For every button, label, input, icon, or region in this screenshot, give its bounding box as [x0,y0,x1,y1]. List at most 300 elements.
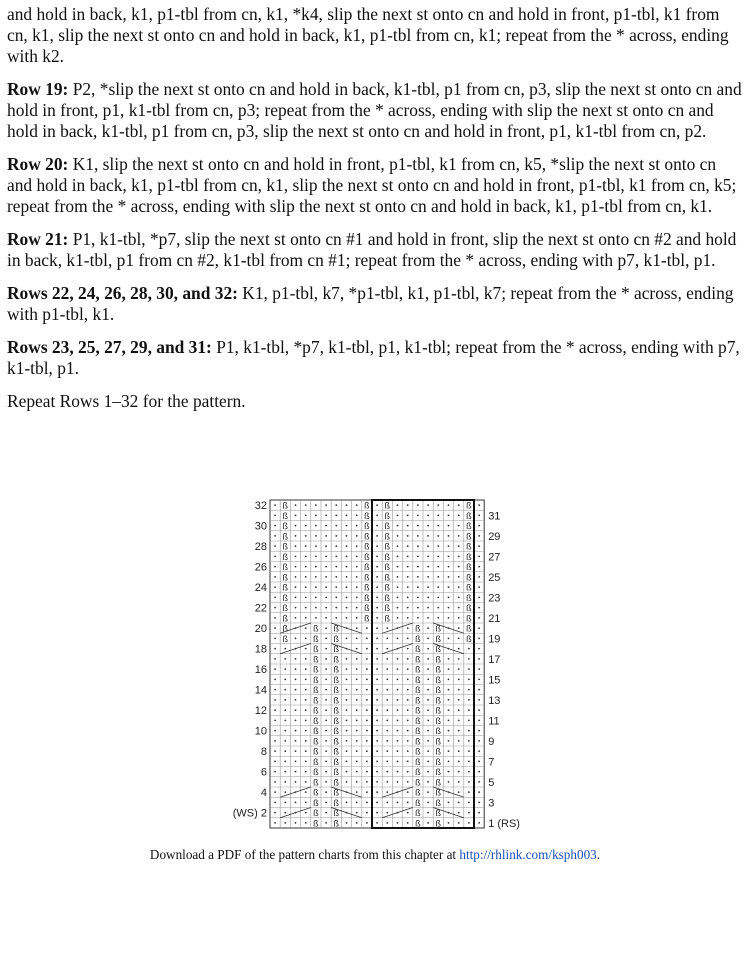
stitch-purl-dot [274,781,276,783]
stitch-purl-dot [305,801,307,803]
stitch-twisted-symbol: ß [384,521,391,532]
row-label-left: 16 [254,664,267,677]
stitch-purl-dot [366,699,368,701]
stitch-purl-dot [407,514,409,516]
stitch-twisted-symbol: ß [364,613,370,624]
paragraph-row18-continued [7,4,743,67]
stitch-purl-dot [397,658,399,660]
stitch-purl-dot [305,596,307,598]
stitch-twisted-symbol: ß [466,572,472,583]
stitch-purl-dot [315,617,317,619]
stitch-twisted-symbol: ß [415,736,421,747]
stitch-purl-dot [437,545,439,547]
stitch-purl-dot [427,658,429,660]
stitch-twisted-symbol: ß [435,654,442,665]
stitch-purl-dot [458,617,460,619]
stitch-purl-dot [386,801,388,803]
stitch-purl-dot [366,719,368,721]
stitch-purl-dot [468,822,470,824]
stitch-purl-dot [397,607,399,609]
stitch-purl-dot [427,504,429,506]
stitch-purl-dot [274,555,276,557]
stitch-twisted-symbol: ß [313,654,319,665]
stitch-purl-dot [284,730,286,732]
stitch-purl-dot [386,822,388,824]
stitch-purl-dot [376,709,378,711]
stitch-purl-dot [407,699,409,701]
stitch-purl-dot [346,709,348,711]
stitch-purl-dot [335,535,337,537]
stitch-purl-dot [284,678,286,680]
stitch-purl-dot [468,699,470,701]
stitch-twisted-symbol: ß [333,777,340,788]
stitch-purl-dot [274,801,276,803]
paragraph-lead: Rows 23, 25, 27, 29, and 31: [7,337,212,357]
stitch-purl-dot [325,760,327,762]
stitch-purl-dot [315,596,317,598]
stitch-purl-dot [397,596,399,598]
stitch-twisted-symbol: ß [313,767,319,778]
stitch-purl-dot [376,812,378,814]
stitch-twisted-symbol: ß [313,705,319,716]
stitch-purl-dot [376,668,378,670]
stitch-purl-dot [397,504,399,506]
stitch-purl-dot [397,525,399,527]
stitch-purl-dot [295,555,297,557]
stitch-twisted-symbol: ß [313,818,319,829]
stitch-purl-dot [468,668,470,670]
stitch-purl-dot [356,576,358,578]
row-label-left: 28 [254,541,267,554]
stitch-purl-dot [346,566,348,568]
stitch-purl-dot [356,699,358,701]
stitch-purl-dot [356,730,358,732]
stitch-purl-dot [325,627,327,629]
stitch-purl-dot [478,750,480,752]
stitch-purl-dot [274,525,276,527]
stitch-purl-dot [407,576,409,578]
stitch-purl-dot [295,607,297,609]
stitch-purl-dot [305,504,307,506]
stitch-purl-dot [397,535,399,537]
stitch-purl-dot [397,709,399,711]
stitch-purl-dot [335,586,337,588]
stitch-purl-dot [458,607,460,609]
stitch-purl-dot [335,576,337,578]
stitch-purl-dot [284,709,286,711]
stitch-purl-dot [274,730,276,732]
stitch-purl-dot [407,668,409,670]
stitch-purl-dot [356,607,358,609]
stitch-purl-dot [376,648,378,650]
stitch-twisted-symbol: ß [364,592,370,603]
stitch-purl-dot [468,678,470,680]
stitch-purl-dot [305,617,307,619]
row-label-right: 5 [488,776,495,789]
stitch-purl-dot [366,801,368,803]
stitch-purl-dot [346,719,348,721]
stitch-purl-dot [427,617,429,619]
stitch-purl-dot [376,637,378,639]
stitch-purl-dot [325,750,327,752]
stitch-twisted-symbol: ß [435,695,442,706]
stitch-purl-dot [305,576,307,578]
stitch-purl-dot [335,617,337,619]
row-label-right: 21 [488,612,501,625]
stitch-purl-dot [448,699,450,701]
stitch-purl-dot [366,791,368,793]
stitch-purl-dot [356,812,358,814]
row-label-right: 23 [488,592,501,605]
knitting-chart-svg [226,496,526,834]
stitch-twisted-symbol: ß [333,736,340,747]
stitch-purl-dot [295,771,297,773]
stitch-purl-dot [478,699,480,701]
stitch-purl-dot [335,555,337,557]
stitch-purl-dot [397,801,399,803]
paragraph-text: K1, p1-tbl, k7, *p1-tbl, k1, p1-tbl, k7; repeat from the * across, ending with p1-tbl, k1. [7,283,734,324]
stitch-purl-dot [427,812,429,814]
stitch-purl-dot [284,719,286,721]
stitch-purl-dot [346,822,348,824]
stitch-purl-dot [376,771,378,773]
stitch-purl-dot [356,545,358,547]
stitch-twisted-symbol: ß [435,777,442,788]
stitch-twisted-symbol: ß [282,562,289,573]
stitch-twisted-symbol: ß [466,541,472,552]
stitch-twisted-symbol: ß [282,623,289,634]
stitch-purl-dot [346,596,348,598]
stitch-twisted-symbol: ß [435,797,442,808]
stitch-twisted-symbol: ß [333,797,340,808]
paragraph-repeat-note [7,391,743,412]
stitch-twisted-symbol: ß [384,572,391,583]
stitch-purl-dot [325,648,327,650]
stitch-purl-dot [274,678,276,680]
stitch-purl-dot [478,812,480,814]
stitch-purl-dot [284,689,286,691]
stitch-purl-dot [417,545,419,547]
stitch-purl-dot [366,750,368,752]
stitch-purl-dot [427,555,429,557]
row-label-right: 31 [488,510,501,523]
paragraph-text: K1, slip the next st onto cn and hold in front, p1-tbl, k1 from cn, k5, *slip the next st onto cn and hold in back, k1, p1-tbl from cn, k1, slip the next st onto cn and hold in front, p1-tbl, k1 from cn, k5; repeat from the * across, ending with slip the next st onto cn and hold in back, k1, p1-tbl from cn, k1. [7,154,737,216]
stitch-twisted-symbol: ß [466,623,472,634]
paragraph-row19 [7,79,743,142]
stitch-purl-dot [274,617,276,619]
stitch-twisted-symbol: ß [282,510,289,521]
stitch-purl-dot [448,781,450,783]
stitch-purl-dot [325,812,327,814]
stitch-purl-dot [356,709,358,711]
stitch-purl-dot [335,607,337,609]
stitch-purl-dot [468,791,470,793]
stitch-purl-dot [346,668,348,670]
stitch-purl-dot [274,771,276,773]
stitch-purl-dot [284,658,286,660]
stitch-purl-dot [468,658,470,660]
stitch-purl-dot [397,576,399,578]
stitch-purl-dot [458,586,460,588]
stitch-purl-dot [417,514,419,516]
stitch-purl-dot [366,658,368,660]
stitch-purl-dot [448,730,450,732]
stitch-purl-dot [427,596,429,598]
stitch-purl-dot [274,596,276,598]
stitch-purl-dot [305,781,307,783]
stitch-purl-dot [376,545,378,547]
stitch-purl-dot [325,545,327,547]
stitch-purl-dot [407,586,409,588]
stitch-twisted-symbol: ß [435,674,442,685]
stitch-twisted-symbol: ß [435,818,442,829]
stitch-purl-dot [407,607,409,609]
stitch-purl-dot [295,658,297,660]
stitch-purl-dot [448,689,450,691]
stitch-purl-dot [427,648,429,650]
row-label-left: 22 [254,602,267,615]
stitch-twisted-symbol: ß [415,695,421,706]
stitch-purl-dot [376,822,378,824]
stitch-purl-dot [346,586,348,588]
stitch-twisted-symbol: ß [435,644,442,655]
paragraph-text: and hold in back, k1, p1-tbl from cn, k1, *k4, slip the next st onto cn and hold in front, p1-tbl, k1 from cn, k1, slip the next st onto cn and hold in back, k1, p1-tbl from cn, k1; repeat from the * across, ending with k2. [7,4,729,66]
stitch-purl-dot [356,586,358,588]
stitch-purl-dot [427,525,429,527]
stitch-purl-dot [417,576,419,578]
stitch-twisted-symbol: ß [415,726,421,737]
stitch-twisted-symbol: ß [415,705,421,716]
stitch-purl-dot [407,791,409,793]
stitch-purl-dot [274,514,276,516]
stitch-purl-dot [458,709,460,711]
stitch-purl-dot [366,709,368,711]
stitch-twisted-symbol: ß [313,797,319,808]
stitch-purl-dot [458,678,460,680]
stitch-twisted-symbol: ß [466,521,472,532]
stitch-purl-dot [386,678,388,680]
stitch-purl-dot [376,781,378,783]
stitch-twisted-symbol: ß [333,695,340,706]
stitch-purl-dot [325,740,327,742]
stitch-twisted-symbol: ß [333,767,340,778]
stitch-purl-dot [386,668,388,670]
stitch-purl-dot [274,658,276,660]
stitch-purl-dot [458,555,460,557]
stitch-purl-dot [468,689,470,691]
stitch-purl-dot [478,658,480,660]
stitch-purl-dot [448,576,450,578]
row-label-right: 13 [488,694,501,707]
stitch-purl-dot [295,668,297,670]
stitch-purl-dot [458,822,460,824]
stitch-twisted-symbol: ß [435,808,442,819]
stitch-purl-dot [448,555,450,557]
stitch-purl-dot [448,545,450,547]
stitch-twisted-symbol: ß [466,603,472,614]
stitch-purl-dot [325,566,327,568]
stitch-twisted-symbol: ß [364,541,370,552]
stitch-purl-dot [376,627,378,629]
stitch-purl-dot [376,504,378,506]
stitch-purl-dot [274,740,276,742]
stitch-twisted-symbol: ß [415,808,421,819]
stitch-purl-dot [356,689,358,691]
stitch-purl-dot [397,771,399,773]
stitch-purl-dot [366,648,368,650]
stitch-purl-dot [407,719,409,721]
stitch-purl-dot [284,791,286,793]
stitch-purl-dot [478,586,480,588]
stitch-purl-dot [386,689,388,691]
stitch-purl-dot [386,719,388,721]
row-label-right: 25 [488,571,501,584]
stitch-purl-dot [284,822,286,824]
stitch-purl-dot [346,678,348,680]
stitch-twisted-symbol: ß [415,674,421,685]
stitch-purl-dot [325,699,327,701]
stitch-purl-dot [325,576,327,578]
stitch-purl-dot [305,771,307,773]
stitch-purl-dot [427,801,429,803]
stitch-purl-dot [407,535,409,537]
stitch-twisted-symbol: ß [333,818,340,829]
stitch-purl-dot [284,668,286,670]
stitch-purl-dot [325,689,327,691]
stitch-purl-dot [284,771,286,773]
stitch-purl-dot [284,750,286,752]
stitch-purl-dot [448,668,450,670]
pattern-pdf-link[interactable]: http://rhlink.com/ksph003 [459,847,597,862]
stitch-purl-dot [284,760,286,762]
stitch-purl-dot [427,586,429,588]
stitch-twisted-symbol: ß [435,787,442,798]
stitch-purl-dot [325,822,327,824]
stitch-twisted-symbol: ß [415,818,421,829]
stitch-purl-dot [376,535,378,537]
stitch-purl-dot [478,678,480,680]
stitch-twisted-symbol: ß [466,613,472,624]
stitch-purl-dot [468,648,470,650]
stitch-twisted-symbol: ß [415,715,421,726]
stitch-purl-dot [448,771,450,773]
stitch-purl-dot [366,781,368,783]
stitch-purl-dot [458,668,460,670]
stitch-purl-dot [407,781,409,783]
stitch-purl-dot [335,596,337,598]
stitch-twisted-symbol: ß [415,623,421,634]
stitch-purl-dot [366,627,368,629]
stitch-purl-dot [468,719,470,721]
stitch-purl-dot [468,730,470,732]
stitch-twisted-symbol: ß [435,705,442,716]
stitch-purl-dot [295,750,297,752]
stitch-twisted-symbol: ß [466,592,472,603]
stitch-purl-dot [427,545,429,547]
stitch-purl-dot [478,607,480,609]
stitch-purl-dot [305,535,307,537]
stitch-purl-dot [478,719,480,721]
stitch-purl-dot [295,586,297,588]
stitch-purl-dot [437,596,439,598]
stitch-purl-dot [478,801,480,803]
stitch-purl-dot [397,822,399,824]
stitch-twisted-symbol: ß [333,705,340,716]
stitch-twisted-symbol: ß [333,623,340,634]
stitch-purl-dot [448,709,450,711]
stitch-purl-dot [478,576,480,578]
stitch-purl-dot [305,525,307,527]
stitch-purl-dot [407,740,409,742]
stitch-purl-dot [376,576,378,578]
stitch-purl-dot [356,504,358,506]
stitch-purl-dot [346,535,348,537]
stitch-purl-dot [468,771,470,773]
stitch-purl-dot [325,730,327,732]
stitch-purl-dot [376,678,378,680]
stitch-twisted-symbol: ß [384,613,391,624]
stitch-purl-dot [376,750,378,752]
stitch-purl-dot [356,627,358,629]
stitch-purl-dot [458,812,460,814]
stitch-purl-dot [295,699,297,701]
stitch-purl-dot [376,566,378,568]
stitch-purl-dot [397,514,399,516]
stitch-purl-dot [356,555,358,557]
row-label-left: 18 [254,643,267,656]
stitch-purl-dot [407,637,409,639]
stitch-purl-dot [397,781,399,783]
stitch-purl-dot [346,576,348,578]
stitch-purl-dot [305,566,307,568]
stitch-purl-dot [386,781,388,783]
stitch-purl-dot [346,525,348,527]
stitch-twisted-symbol: ß [466,510,472,521]
stitch-purl-dot [427,607,429,609]
stitch-purl-dot [458,648,460,650]
stitch-purl-dot [386,709,388,711]
stitch-twisted-symbol: ß [415,633,421,644]
stitch-purl-dot [448,586,450,588]
stitch-purl-dot [356,801,358,803]
stitch-purl-dot [295,545,297,547]
stitch-purl-dot [478,525,480,527]
stitch-purl-dot [295,740,297,742]
stitch-purl-dot [397,555,399,557]
stitch-twisted-symbol: ß [435,767,442,778]
stitch-purl-dot [478,781,480,783]
row-label-left: 10 [254,725,267,738]
stitch-twisted-symbol: ß [313,746,319,757]
stitch-purl-dot [458,699,460,701]
stitch-purl-dot [325,617,327,619]
row-label-left: 14 [254,684,267,697]
stitch-purl-dot [346,617,348,619]
stitch-purl-dot [478,760,480,762]
stitch-purl-dot [397,750,399,752]
stitch-purl-dot [427,791,429,793]
stitch-purl-dot [448,607,450,609]
row-label-left: 12 [254,705,267,718]
stitch-purl-dot [274,535,276,537]
stitch-purl-dot [356,596,358,598]
stitch-purl-dot [427,637,429,639]
stitch-purl-dot [356,668,358,670]
paragraph-text: P2, *slip the next st onto cn and hold in back, k1-tbl, p1 from cn, p3, slip the next st onto cn and hold in front, p1, k1-tbl from cn, p3; repeat from the * across, ending with slip the next st onto cn and hold in back, k1-tbl, p1 from cn, p3, slip the next st onto cn and hold in front, p1, k1-tbl from cn, p2. [7,79,742,141]
stitch-purl-dot [376,760,378,762]
stitch-purl-dot [356,678,358,680]
stitch-purl-dot [448,525,450,527]
